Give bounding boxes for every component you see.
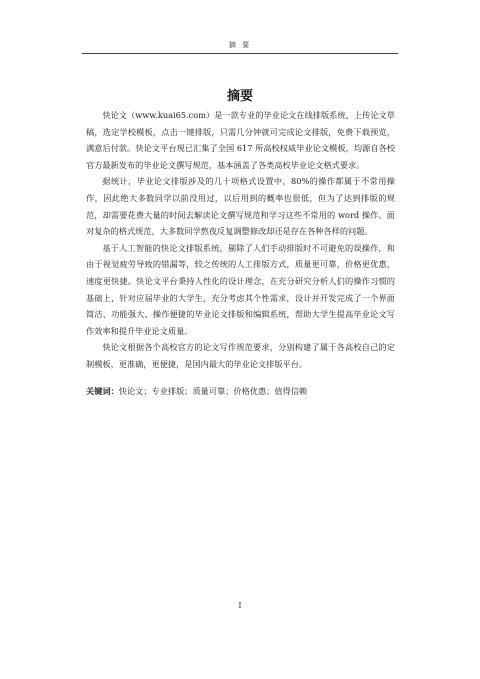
abstract-paragraph-1: 快论文（www.kuai65.com）是一款专业的毕业论文在线排版系统，上传论文草稿，选定学校模板，点击一键排版，只需几分钟就可完成论文排版，免费下载预览，满意后付款。快论文平台现已汇集了全国 617 所高校权威毕业论文模板，均源自各校官方最新发布的毕业论文撰写规范，基本涵盖了各类高校毕业论文格式要求。: [86, 110, 395, 170]
keywords-label: 关键词：: [86, 386, 119, 396]
abstract-paragraph-4: 快论文根据各个高校官方的论文写作规范要求，分别构建了属于各高校自己的定制模板，更准确，更便捷，是国内最大的毕业论文排版平台。: [86, 342, 395, 369]
abstract-title: 摘要: [226, 89, 253, 104]
keywords-line: [86, 383, 395, 399]
running-header: 摘 要: [228, 41, 252, 49]
keywords-text: 快论文；专业排版；质量可靠；价格优惠；值得信赖: [118, 386, 308, 396]
abstract-body: [86, 107, 395, 373]
abstract-paragraph-2: 据统计，毕业论文排版涉及的几十项格式设置中，80%的操作都属于不常用操作，因此绝大多数同学以前没用过，以后用到的概率也很低，但为了达到排版的规范，却需要花费大量的时间去解读论文撰写规范和学习这些不常用的 word 操作。面对复杂的格式规范，大多数同学熬夜反复调整修改却还是存在各种各样的问题。: [86, 176, 395, 237]
abstract-paragraph-3: 基于人工智能的快论文排版系统，剔除了人们手动排版时不可避免的误操作，和由于视觉疲劳导致的错漏等，较之传统的人工排版方式，质量更可靠，价格更优惠，速度更快捷。快论文平台秉持人性化的设计理念，在充分研究分析人们的操作习惯的基础上，针对应届毕业的大学生，充分考虑其个性需求，设计并开发完成了一个界面简洁、功能强大、操作便捷的毕业论文排版和编辑系统，帮助大学生提高毕业论文写作效率和提升毕业论文质量。: [86, 242, 395, 336]
page-number: I: [238, 601, 242, 610]
header-rule: [82, 53, 398, 54]
